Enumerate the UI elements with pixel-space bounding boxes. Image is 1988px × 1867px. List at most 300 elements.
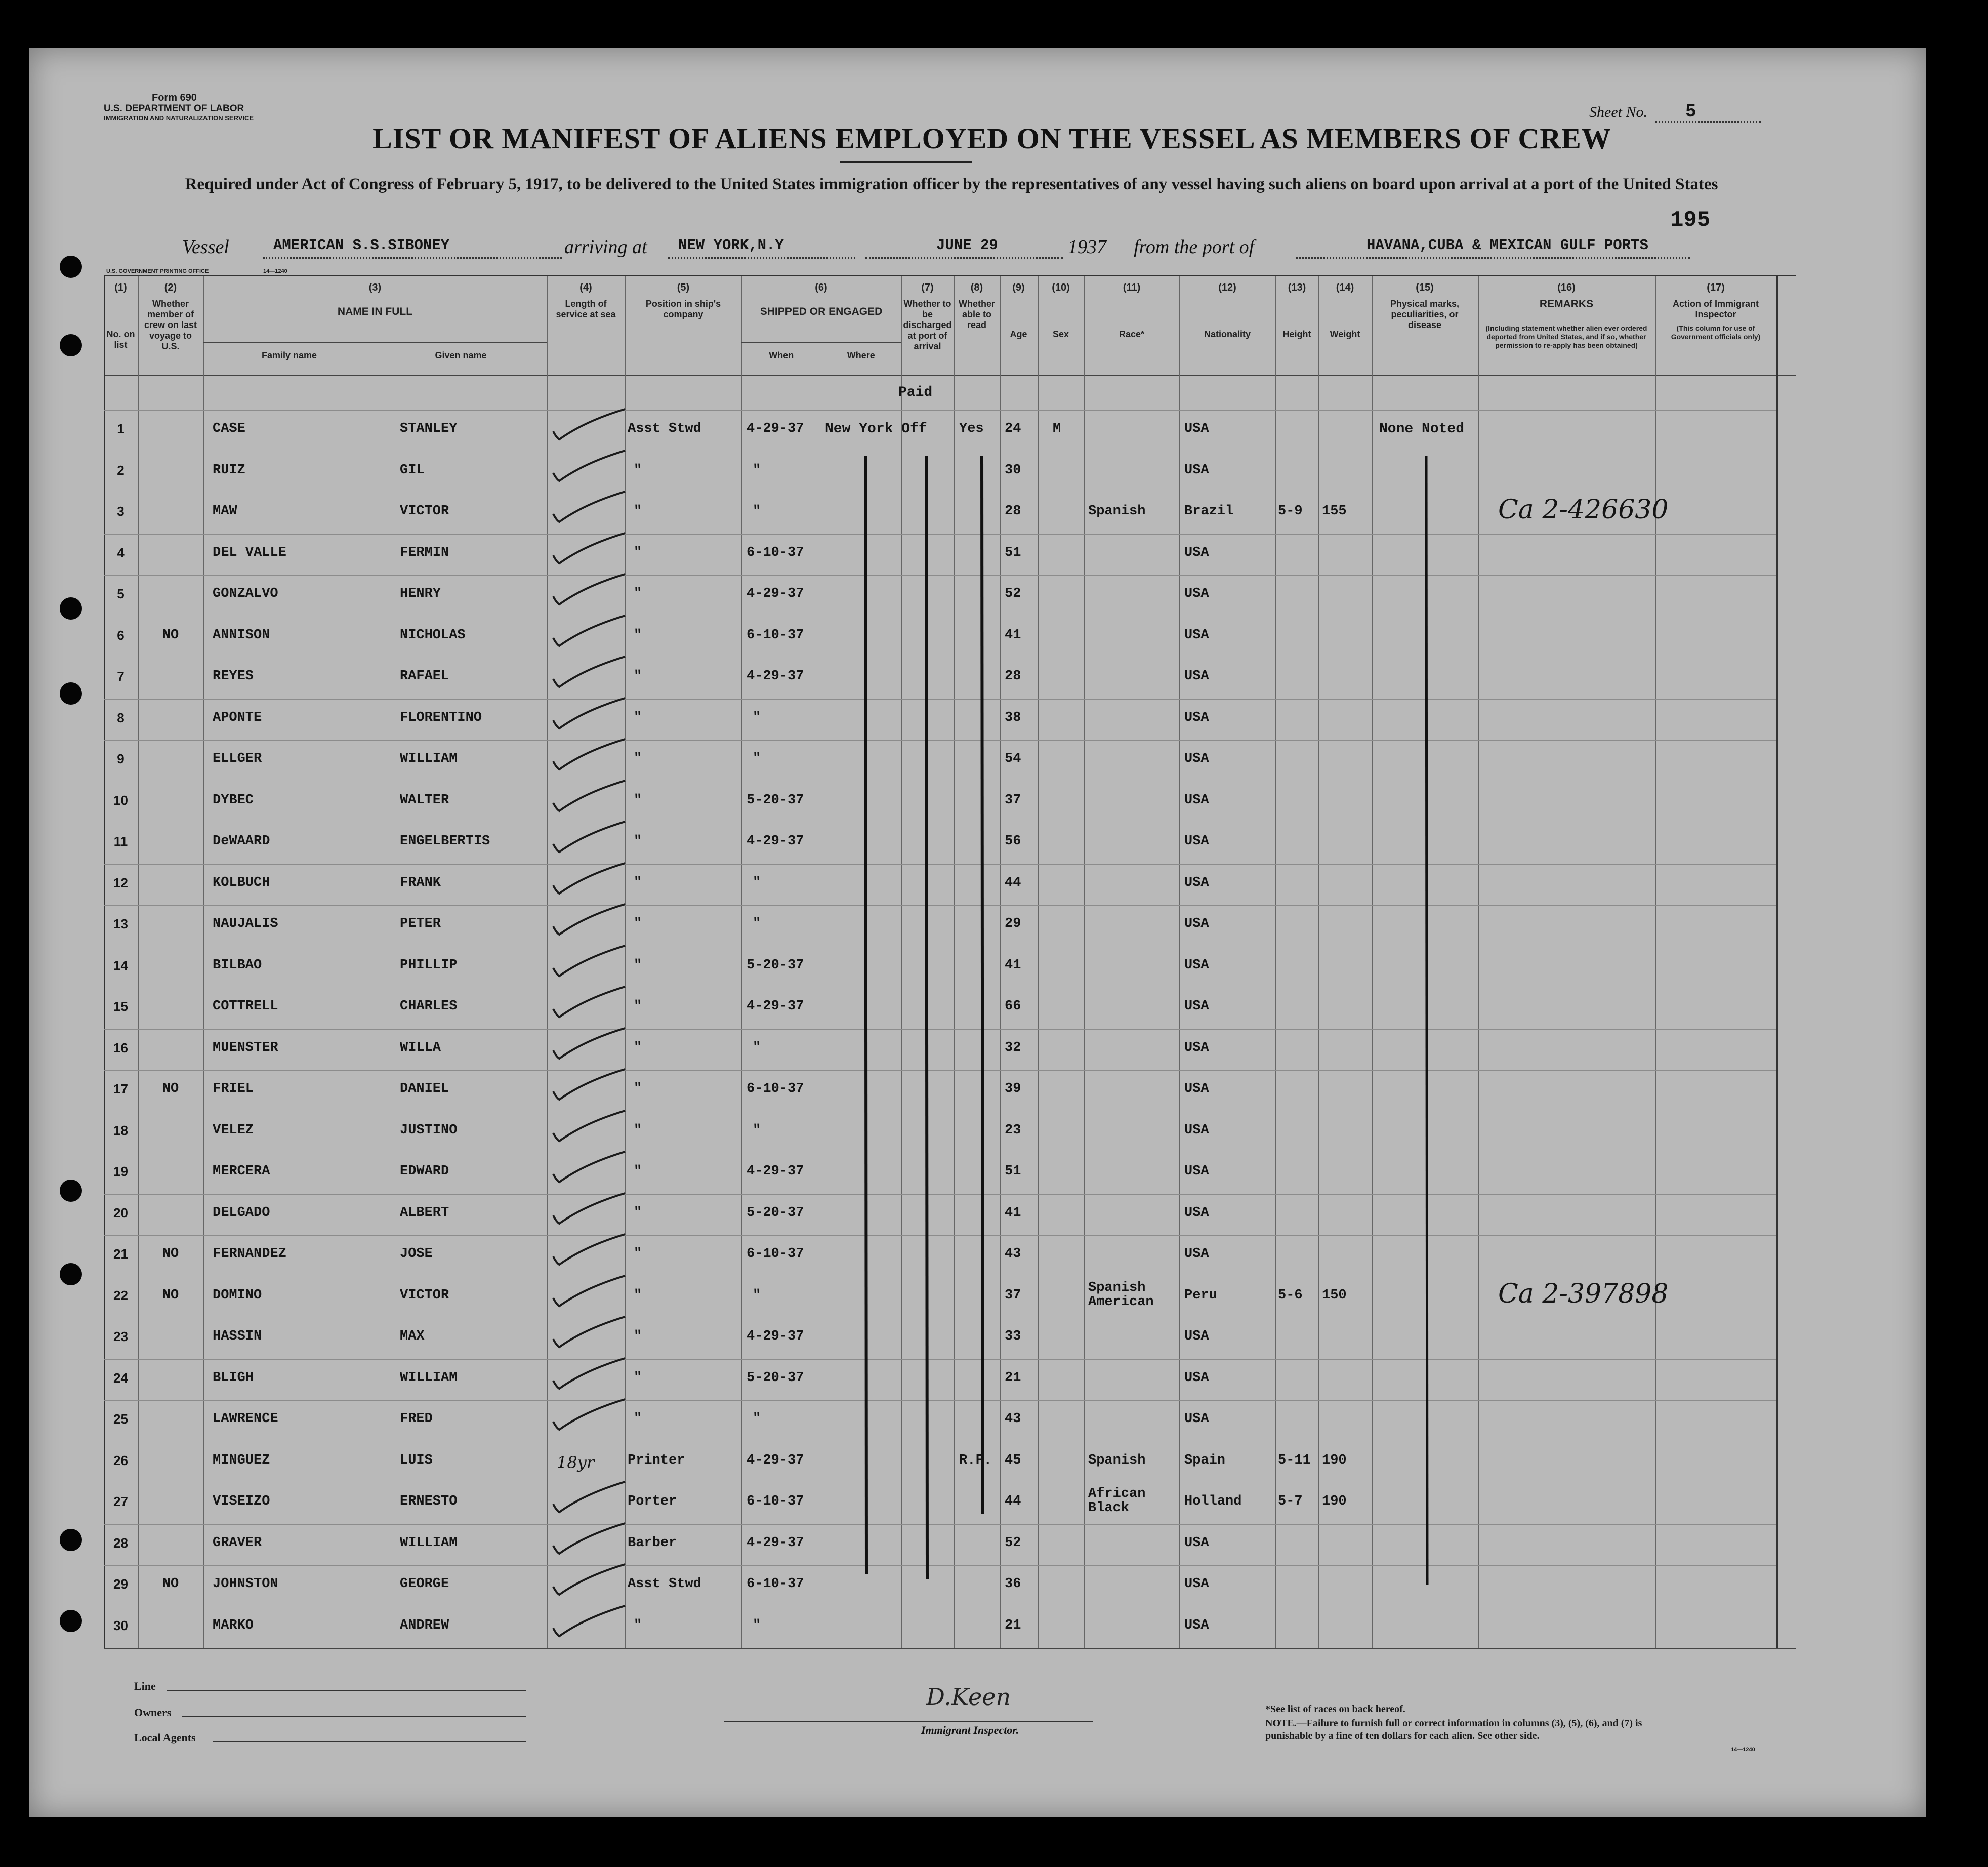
- row-no: 21: [113, 1246, 128, 1262]
- row-given: FRANK: [400, 875, 441, 890]
- row-no: 20: [113, 1205, 128, 1221]
- column-number: (6): [815, 282, 827, 293]
- row-nationality: Spain: [1184, 1453, 1226, 1468]
- row-when: 4-29-37: [747, 1453, 804, 1468]
- local-agents-label: Local Agents: [134, 1731, 196, 1744]
- service-check-mark: [549, 943, 630, 983]
- row-when: ": [753, 710, 761, 725]
- row-age: 24: [1005, 421, 1021, 436]
- row-given: PETER: [400, 916, 441, 931]
- vessel-label: Vessel: [182, 236, 229, 258]
- row-read: R.F.: [959, 1453, 992, 1468]
- row-no: 3: [117, 504, 125, 519]
- line-label: Line: [134, 1680, 156, 1692]
- row-height: 5-7: [1278, 1494, 1303, 1509]
- port-line: [668, 257, 855, 259]
- service-check-mark: [549, 901, 630, 942]
- service-check-mark: [549, 1025, 630, 1066]
- row-nationality: USA: [1184, 1370, 1209, 1386]
- table-bottom-rule: [104, 1648, 1796, 1649]
- column-header: Physical marks, peculiarities, or disease: [1390, 299, 1460, 330]
- row-nationality: USA: [1184, 1246, 1209, 1262]
- row-last: NO: [162, 1246, 179, 1262]
- row-no: 6: [117, 628, 125, 643]
- row-family: VELEZ: [213, 1123, 254, 1138]
- ditto-strokes: [855, 451, 1007, 1585]
- row-no: 9: [117, 751, 125, 766]
- service-check-mark: [549, 860, 630, 901]
- row-when: ": [753, 916, 761, 931]
- row-family: GONZALVO: [213, 586, 278, 601]
- date-line: [865, 257, 1063, 259]
- column-number: (4): [579, 282, 592, 293]
- row-given: WILLIAM: [400, 1535, 458, 1551]
- row-family: MAW: [213, 504, 237, 519]
- row-nationality: USA: [1184, 1205, 1209, 1221]
- row-when: ": [753, 1123, 761, 1138]
- row-age: 54: [1005, 751, 1021, 766]
- print-code-bottom: 14—1240: [1731, 1747, 1755, 1753]
- row-sex: M: [1053, 421, 1061, 436]
- punch-hole: [60, 1529, 82, 1551]
- column-number: (15): [1416, 282, 1434, 293]
- row-remarks: Ca 2-397898: [1498, 1279, 1669, 1309]
- row-age: 28: [1005, 504, 1021, 519]
- row-when: 5-20-37: [747, 958, 804, 973]
- from-port: HAVANA,CUBA & MEXICAN GULF PORTS: [1366, 237, 1648, 254]
- column-subheader: When: [769, 350, 794, 360]
- row-height: 5-6: [1278, 1288, 1303, 1303]
- service-check-mark: [549, 1603, 630, 1643]
- row-no: 23: [113, 1329, 128, 1344]
- row-family: DELGADO: [213, 1205, 270, 1221]
- row-given: LUIS: [400, 1453, 433, 1468]
- row-no: 26: [113, 1453, 128, 1468]
- row-family: JOHNSTON: [213, 1576, 278, 1592]
- row-family: MUENSTER: [213, 1040, 278, 1056]
- row-position: Porter: [628, 1494, 677, 1509]
- row-when: 6-10-37: [747, 628, 804, 643]
- row-age: 30: [1005, 463, 1021, 478]
- row-family: CASE: [213, 421, 245, 436]
- service-check-mark: [549, 613, 630, 653]
- row-no: 28: [113, 1535, 128, 1551]
- row-race: Spanish American: [1088, 1280, 1154, 1310]
- service-check-mark: [549, 1355, 630, 1396]
- row-position: Printer: [628, 1453, 685, 1468]
- row-family: KOLBUCH: [213, 875, 270, 890]
- row-nationality: USA: [1184, 710, 1209, 725]
- row-marks: None Noted: [1379, 421, 1465, 437]
- row-family: APONTE: [213, 710, 262, 725]
- row-position: ": [634, 1081, 642, 1097]
- signature-line: [724, 1721, 1093, 1722]
- row-given: EDWARD: [400, 1164, 449, 1179]
- row-no: 30: [113, 1618, 128, 1633]
- row-given: JOSE: [400, 1246, 433, 1262]
- row-position: ": [634, 463, 642, 478]
- row-nationality: USA: [1184, 463, 1209, 478]
- row-age: 33: [1005, 1329, 1021, 1344]
- row-nationality: Peru: [1184, 1288, 1217, 1303]
- row-given: CHARLES: [400, 999, 458, 1014]
- row-when: 4-29-37: [747, 834, 804, 849]
- row-family: DEL VALLE: [213, 545, 286, 560]
- row-when: ": [753, 1288, 761, 1303]
- row-height: 5-11: [1278, 1453, 1311, 1468]
- row-no: 25: [113, 1411, 128, 1427]
- column-number: (9): [1012, 282, 1025, 293]
- row-no: 11: [113, 834, 128, 849]
- row-given: ENGELBERTIS: [400, 834, 490, 849]
- row-no: 27: [113, 1494, 128, 1509]
- row-nationality: USA: [1184, 751, 1209, 766]
- service-check-mark: [549, 819, 630, 859]
- row-nationality: USA: [1184, 1618, 1209, 1633]
- column-number: (11): [1123, 282, 1141, 293]
- row-given: VICTOR: [400, 504, 449, 519]
- paid-note: Paid: [898, 385, 933, 400]
- row-position: ": [634, 1040, 642, 1056]
- row-when: 6-10-37: [747, 545, 804, 560]
- row-given: MAX: [400, 1329, 425, 1344]
- row-when: ": [753, 875, 761, 890]
- row-position: ": [634, 875, 642, 890]
- column-number: (1): [114, 282, 127, 293]
- row-nationality: USA: [1184, 421, 1209, 436]
- row-age: 37: [1005, 793, 1021, 808]
- punch-hole: [60, 1180, 82, 1202]
- row-family: MERCERA: [213, 1164, 270, 1179]
- row-given: STANLEY: [400, 421, 458, 436]
- row-position: ": [634, 916, 642, 931]
- row-last: NO: [162, 1576, 179, 1592]
- row-last: NO: [162, 1081, 179, 1097]
- sheet-label: Sheet No.: [1589, 104, 1647, 120]
- column-header: Length of service at sea: [556, 299, 616, 319]
- row-age: 36: [1005, 1576, 1021, 1592]
- inspector-label: Immigrant Inspector.: [921, 1724, 1019, 1736]
- row-no: 4: [117, 545, 125, 560]
- service-check-mark: [549, 1520, 630, 1561]
- row-no: 22: [113, 1288, 128, 1303]
- punch-hole: [60, 334, 82, 356]
- marks-ditto-stroke: [1422, 456, 1432, 1585]
- service-check-mark: [549, 1314, 630, 1354]
- row-family: VISEIZO: [213, 1494, 270, 1509]
- row-position: ": [634, 1329, 642, 1344]
- row-no: 18: [113, 1123, 128, 1138]
- row-family: BILBAO: [213, 958, 262, 973]
- arrival-date: JUNE 29: [936, 237, 998, 254]
- row-age: 56: [1005, 834, 1021, 849]
- row-when: ": [753, 1040, 761, 1056]
- row-age: 32: [1005, 1040, 1021, 1056]
- service-check-mark: [549, 1108, 630, 1148]
- row-when: 4-29-37: [747, 669, 804, 684]
- row-nationality: USA: [1184, 669, 1209, 684]
- row-age: 66: [1005, 999, 1021, 1014]
- row-position: ": [634, 545, 642, 560]
- column-subheader: (This column for use of Government officials only): [1671, 324, 1761, 341]
- row-no: 16: [113, 1040, 128, 1056]
- row-no: 14: [113, 958, 128, 973]
- column-number: (3): [368, 282, 382, 293]
- row-weight: 150: [1322, 1288, 1347, 1303]
- row-when: 6-10-37: [747, 1576, 804, 1592]
- print-code-top: 14—1240: [263, 268, 287, 274]
- row-nationality: USA: [1184, 1040, 1209, 1056]
- row-nationality: USA: [1184, 628, 1209, 643]
- row-age: 23: [1005, 1123, 1021, 1138]
- page-subtitle: Required under Act of Congress of February 5, 1917, to be delivered to the United States immigration officer by the representatives of any vessel having such aliens on board upon arrival at a port of the United States: [185, 175, 1718, 193]
- column-header: NAME IN FULL: [337, 306, 413, 317]
- row-no: 13: [113, 916, 128, 931]
- row-position: ": [634, 1370, 642, 1386]
- row-nationality: USA: [1184, 1164, 1209, 1179]
- row-when: 5-20-37: [747, 793, 804, 808]
- row-position: ": [634, 834, 642, 849]
- row-age: 51: [1005, 545, 1021, 560]
- service-name: IMMIGRATION AND NATURALIZATION SERVICE: [104, 114, 254, 122]
- row-position: ": [634, 1411, 642, 1427]
- sheet-number: 5: [1685, 101, 1696, 122]
- column-subheader: Given name: [435, 350, 487, 360]
- row-when: 6-10-37: [747, 1081, 804, 1097]
- races-footnote: *See list of races on back hereof.: [1265, 1703, 1405, 1715]
- row-position: ": [634, 1246, 642, 1262]
- line-field: [167, 1690, 526, 1691]
- row-age: 37: [1005, 1288, 1021, 1303]
- row-when: ": [753, 751, 761, 766]
- punch-hole: [60, 682, 82, 705]
- row-family: REYES: [213, 669, 254, 684]
- column-header: Height: [1282, 329, 1311, 339]
- row-position: ": [634, 1205, 642, 1221]
- row-age: 21: [1005, 1370, 1021, 1386]
- row-position: ": [634, 999, 642, 1014]
- row-nationality: USA: [1184, 1535, 1209, 1551]
- column-header: Age: [1010, 329, 1027, 339]
- column-number: (17): [1707, 282, 1725, 293]
- header-bottom-rule: [104, 375, 1796, 376]
- row-no: 24: [113, 1370, 128, 1386]
- row-no: 19: [113, 1164, 128, 1179]
- row-nationality: USA: [1184, 1329, 1209, 1344]
- page-title: LIST OR MANIFEST OF ALIENS EMPLOYED ON THE VESSEL AS MEMBERS OF CREW: [372, 122, 1611, 155]
- row-service: 18yr: [557, 1453, 595, 1472]
- row-given: FLORENTINO: [400, 710, 482, 725]
- punch-hole: [60, 597, 82, 620]
- row-position: ": [634, 628, 642, 643]
- row-position: ": [634, 1164, 642, 1179]
- punch-hole: [60, 256, 82, 278]
- column-header: REMARKS: [1539, 298, 1594, 310]
- column-divider: [1776, 276, 1778, 1648]
- service-check-mark: [549, 695, 630, 736]
- row-family: DeWAARD: [213, 834, 270, 849]
- row-last: NO: [162, 628, 179, 643]
- department-name: U.S. DEPARTMENT OF LABOR: [104, 103, 244, 114]
- row-position: ": [634, 793, 642, 808]
- row-given: NICHOLAS: [400, 628, 466, 643]
- row-position: ": [634, 751, 642, 766]
- column-number: (12): [1218, 282, 1236, 293]
- row-weight: 190: [1322, 1453, 1347, 1468]
- title-rule: [840, 161, 972, 163]
- row-when: 4-29-37: [747, 586, 804, 601]
- column-subheader: Where: [847, 350, 875, 360]
- row-when: 4-29-37: [747, 421, 804, 436]
- service-check-mark: [549, 1149, 630, 1189]
- agents-field: [213, 1741, 526, 1742]
- row-family: MARKO: [213, 1618, 254, 1633]
- row-family: DYBEC: [213, 793, 254, 808]
- service-check-mark: [549, 1190, 630, 1231]
- row-age: 44: [1005, 1494, 1021, 1509]
- row-no: 29: [113, 1576, 128, 1592]
- service-check-mark: [549, 736, 630, 777]
- row-nationality: USA: [1184, 875, 1209, 890]
- owners-field: [182, 1716, 526, 1717]
- row-no: 1: [117, 421, 125, 436]
- row-given: WILLIAM: [400, 1370, 458, 1386]
- row-when: 4-29-37: [747, 1535, 804, 1551]
- page-stamp: 195: [1670, 208, 1711, 233]
- punch-hole: [60, 1263, 82, 1285]
- service-check-mark: [549, 1231, 630, 1272]
- from-port-label: from the port of: [1134, 236, 1255, 258]
- row-given: HENRY: [400, 586, 441, 601]
- row-family: RUIZ: [213, 463, 245, 478]
- row-nationality: Holland: [1184, 1494, 1242, 1509]
- row-family: ELLGER: [213, 751, 262, 766]
- row-when: 4-29-37: [747, 999, 804, 1014]
- arrival-year: 1937: [1068, 236, 1106, 258]
- column-number: (13): [1288, 282, 1306, 293]
- arrival-port: NEW YORK,N.Y: [678, 237, 784, 254]
- row-remarks: Ca 2-426630: [1498, 495, 1669, 525]
- service-check-mark: [549, 778, 630, 818]
- row-family: MINGUEZ: [213, 1453, 270, 1468]
- row-where: New York Off: [825, 421, 927, 437]
- row-rule: [104, 410, 1776, 411]
- column-subheader: Family name: [261, 350, 317, 360]
- row-age: 52: [1005, 1535, 1021, 1551]
- row-family: HASSIN: [213, 1329, 262, 1344]
- row-age: 38: [1005, 710, 1021, 725]
- row-no: 2: [117, 463, 125, 478]
- service-check-mark: [549, 1561, 630, 1602]
- row-position: ": [634, 1618, 642, 1633]
- row-age: 44: [1005, 875, 1021, 890]
- row-age: 43: [1005, 1411, 1021, 1427]
- service-check-mark: [549, 406, 630, 447]
- row-position: Barber: [628, 1535, 677, 1551]
- punch-hole: [60, 1610, 82, 1632]
- row-race: Spanish: [1088, 504, 1146, 519]
- owners-label: Owners: [134, 1706, 172, 1719]
- row-family: NAUJALIS: [213, 916, 278, 931]
- column-header: Weight: [1330, 329, 1360, 339]
- column-header: Action of Immigrant Inspector: [1673, 299, 1759, 319]
- printing-office: U.S. GOVERNMENT PRINTING OFFICE: [106, 268, 209, 274]
- row-age: 28: [1005, 669, 1021, 684]
- row-nationality: Brazil: [1184, 504, 1234, 519]
- row-no: 8: [117, 710, 125, 725]
- row-position: ": [634, 958, 642, 973]
- row-position: ": [634, 504, 642, 519]
- row-weight: 155: [1322, 504, 1347, 519]
- column-subrule: [203, 342, 547, 343]
- service-check-mark: [549, 1479, 630, 1519]
- column-number: (10): [1052, 282, 1070, 293]
- row-nationality: USA: [1184, 999, 1209, 1014]
- row-race: African Black: [1088, 1486, 1146, 1516]
- service-check-mark: [549, 1066, 630, 1107]
- row-when: ": [753, 1411, 761, 1427]
- column-number: (14): [1336, 282, 1354, 293]
- row-read: Yes: [959, 421, 984, 436]
- row-given: WILLA: [400, 1040, 441, 1056]
- column-number: (16): [1557, 282, 1576, 293]
- row-family: LAWRENCE: [213, 1411, 278, 1427]
- row-when: 5-20-37: [747, 1205, 804, 1221]
- row-age: 41: [1005, 1205, 1021, 1221]
- row-given: GEORGE: [400, 1576, 449, 1592]
- row-no: 7: [117, 669, 125, 684]
- row-nationality: USA: [1184, 834, 1209, 849]
- row-nationality: USA: [1184, 1576, 1209, 1592]
- row-family: FERNANDEZ: [213, 1246, 286, 1262]
- row-given: DANIEL: [400, 1081, 449, 1097]
- column-header: SHIPPED OR ENGAGED: [760, 306, 883, 317]
- row-nationality: USA: [1184, 545, 1209, 560]
- row-given: WILLIAM: [400, 751, 458, 766]
- row-nationality: USA: [1184, 1411, 1209, 1427]
- arriving-label: arriving at: [564, 236, 647, 258]
- row-given: ALBERT: [400, 1205, 449, 1221]
- row-given: WALTER: [400, 793, 449, 808]
- row-no: 10: [113, 793, 128, 808]
- row-given: ERNESTO: [400, 1494, 458, 1509]
- row-given: ANDREW: [400, 1618, 449, 1633]
- column-header: Whether member of crew on last voyage to U.S.: [144, 299, 197, 351]
- row-age: 41: [1005, 628, 1021, 643]
- column-number: (8): [970, 282, 983, 293]
- form-number: Form 690: [152, 92, 197, 103]
- row-nationality: USA: [1184, 1123, 1209, 1138]
- column-subheader: (Including statement whether alien ever ordered deported from United States, and if so, whether permission to re-apply has been obtained): [1485, 324, 1647, 349]
- column-number: (5): [677, 282, 690, 293]
- row-given: JUSTINO: [400, 1123, 458, 1138]
- row-given: FRED: [400, 1411, 433, 1427]
- row-race: Spanish: [1088, 1453, 1146, 1468]
- row-given: PHILLIP: [400, 958, 458, 973]
- vessel-name: AMERICAN S.S.SIBONEY: [273, 237, 450, 254]
- row-when: 4-29-37: [747, 1164, 804, 1179]
- row-age: 41: [1005, 958, 1021, 973]
- row-nationality: USA: [1184, 1081, 1209, 1097]
- row-given: VICTOR: [400, 1288, 449, 1303]
- row-given: RAFAEL: [400, 669, 449, 684]
- penalty-note: NOTE.—Failure to furnish full or correct information in columns (3), (5), (6), and (7) is punishable by a fine of ten dollars for each alien. See other side.: [1265, 1718, 1642, 1741]
- row-position: ": [634, 586, 642, 601]
- row-position: ": [634, 669, 642, 684]
- row-when: 6-10-37: [747, 1494, 804, 1509]
- row-last: NO: [162, 1288, 179, 1303]
- inspector-signature: D.Keen: [926, 1683, 1011, 1711]
